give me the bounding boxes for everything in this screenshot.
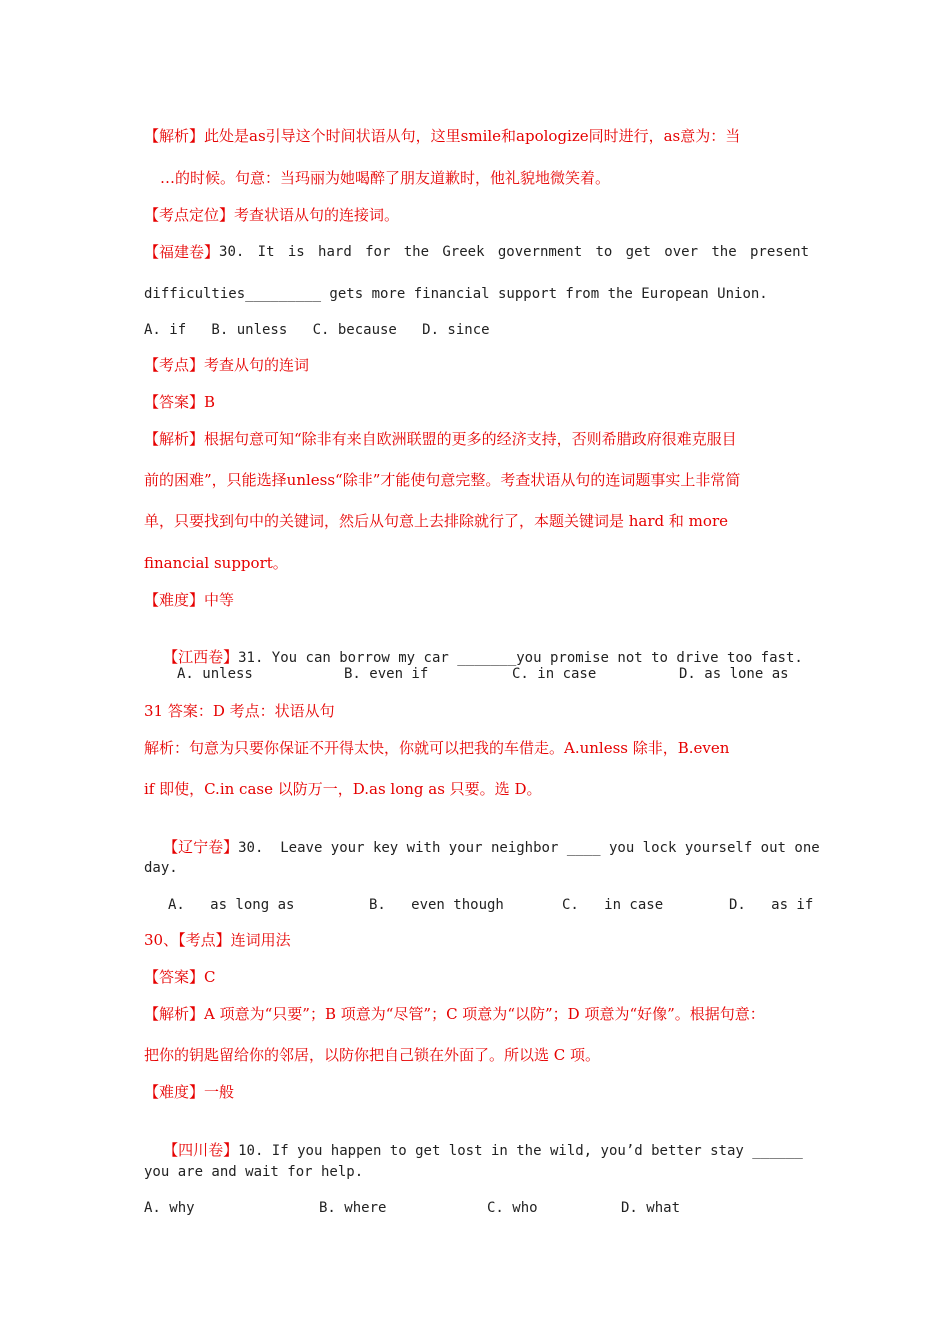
jiangxi-stem: 31. You can borrow my car _______you promise not to drive too fast. [238, 650, 803, 666]
fujian-question-line-1 [144, 242, 809, 262]
fujian-point: 【考点】考查从句的连词 [144, 356, 310, 374]
liaoning-question-line-2: day. [144, 860, 178, 876]
liaoning-point: 30、【考点】连词用法 [144, 931, 291, 949]
fujian-analysis-line-4: financial support。 [144, 554, 288, 572]
fujian-difficulty: 【难度】中等 [144, 591, 235, 609]
liaoning-options [144, 895, 814, 915]
q29-point: 【考点定位】考查状语从句的连接词。 [144, 206, 400, 224]
sichuan-stem-1: 10. If you happen to get lost in the wild, you’d better stay ______ [238, 1143, 803, 1159]
jiangxi-options [144, 664, 809, 684]
sichuan-options [144, 1198, 809, 1218]
liaoning-answer: 【答案】C [144, 968, 216, 986]
liaoning-option-d: D. as if [729, 897, 814, 913]
fujian-stem-1: 30. It is hard for the Greek government to get over the present [219, 244, 809, 260]
sichuan-tag: 【四川卷】 [163, 1141, 239, 1159]
sichuan-option-c: C. who [487, 1200, 538, 1216]
fujian-analysis-line-1: 【解析】根据句意可知“除非有来自欧洲联盟的更多的经济支持，否则希腊政府很难克服目 [144, 430, 737, 448]
sichuan-option-b: B. where [319, 1200, 387, 1216]
liaoning-option-a: A. as long as [168, 897, 295, 913]
liaoning-option-c: C. in case [562, 897, 664, 913]
sichuan-option-d: D. what [621, 1200, 681, 1216]
jiangxi-analysis-line-2: if 即使，C.in case 以防万一，D.as long as 只要。选 D。 [144, 780, 542, 798]
jiangxi-tag: 【江西卷】 [163, 648, 239, 666]
q29-analysis-line-2: …的时候。句意：当玛丽为她喝醉了朋友道歉时，他礼貌地微笑着。 [160, 169, 611, 187]
q29-analysis-line-1: 【解析】此处是as引导这个时间状语从句，这里smile和apologize同时进行，as意为：当 [144, 127, 741, 145]
jiangxi-option-d: D. as lone as [679, 666, 789, 682]
fujian-analysis-line-3: 单，只要找到句中的关键词，然后从句意上去排除就行了，本题关键词是 hard 和 more [144, 512, 728, 530]
liaoning-option-b: B. even though [369, 897, 504, 913]
liaoning-analysis-line-1: 【解析】A 项意为“只要”；B 项意为“尽管”；C 项意为“以防”；D 项意为“好像”。根据句意： [144, 1005, 765, 1023]
sichuan-option-a: A. why [144, 1200, 195, 1216]
liaoning-tag: 【辽宁卷】 [163, 838, 239, 856]
fujian-options: A. if B. unless C. because D. since [144, 322, 490, 338]
liaoning-difficulty: 【难度】一般 [144, 1083, 235, 1101]
fujian-answer: 【答案】B [144, 393, 216, 411]
fujian-analysis-line-2: 前的困难”，只能选择unless“除非”才能使句意完整。考查状语从句的连词题事实上非常简 [144, 471, 741, 489]
liaoning-stem-1: 30. Leave your key with your neighbor ____ you lock yourself out one [238, 840, 820, 856]
jiangxi-option-b: B. even if [344, 666, 429, 682]
jiangxi-analysis-line-1: 解析：句意为只要你保证不开得太快，你就可以把我的车借走。A.unless 除非，B.even [144, 739, 730, 757]
jiangxi-option-a: A. unless [177, 666, 253, 682]
fujian-tag: 【福建卷】 [144, 243, 220, 261]
fujian-question-line-2: difficulties_________ gets more financial support from the European Union. [144, 286, 768, 302]
jiangxi-option-c: C. in case [512, 666, 597, 682]
liaoning-analysis-line-2: 把你的钥匙留给你的邻居，以防你把自己锁在外面了。所以选 C 项。 [144, 1046, 601, 1064]
sichuan-question-line-2: you are and wait for help. [144, 1164, 364, 1180]
jiangxi-answer-point: 31 答案：D 考点：状语从句 [144, 702, 335, 720]
